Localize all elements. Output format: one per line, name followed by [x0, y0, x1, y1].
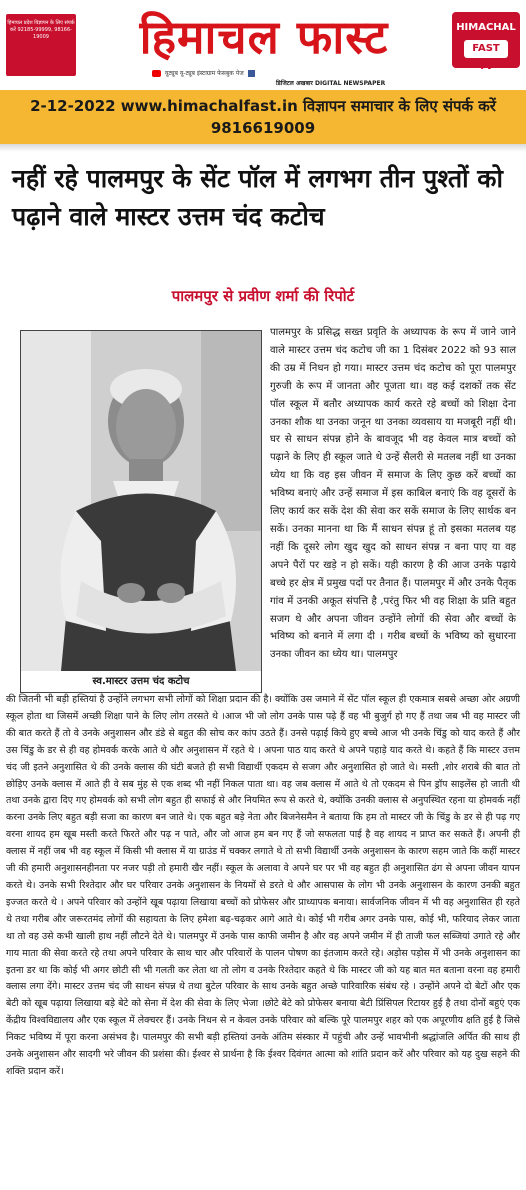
- portrait-photo: [20, 330, 262, 672]
- contact-badge: [6, 14, 76, 76]
- article-headline: नहीं रहे पालमपुर के सेंट पॉल में लगभग तीन पुश्तों को पढ़ाने वाले मास्टर उत्तम चंद कटोच: [12, 164, 503, 231]
- portrait-illustration: [21, 331, 261, 671]
- article-byline: पालमपुर से प्रवीण शर्मा की रिपोर्ट: [171, 287, 355, 305]
- ad-strip: [0, 90, 526, 144]
- brand-logo: हिमाचल फास्ट: [139, 10, 389, 64]
- fast-tv-logo: [452, 12, 520, 72]
- fast-tv-logo-bottom: FAST TV: [464, 40, 508, 58]
- fast-tv-logo-top: HIMACHAL: [456, 22, 516, 33]
- facebook-icon: [248, 70, 255, 77]
- divider: [0, 144, 526, 152]
- social-links: [150, 69, 450, 79]
- contact-badge-text: हिमाचल प्रदेश विज्ञापन के लिए संपर्क करें 92185-99999, 98166-19009: [7, 20, 75, 40]
- masthead: [0, 0, 526, 90]
- social-links-text: यूट्यूब यू-ट्यूब इंस्टाग्राम फेसबुक पेज: [164, 70, 244, 77]
- tagline: डिजिटल अखबार DIGITAL NEWSPAPER: [276, 80, 386, 87]
- photo-caption: स्व.मास्टर उत्तम चंद कटोच: [20, 671, 262, 693]
- ad-phone: 9816619009: [210, 119, 316, 137]
- article-body-column: पालमपुर के प्रसिद्ध सख्त प्रवृति के अध्यापक के रूप में जाने जाने वाले मास्टर उत्तम चंद कटोच जी का 1 दिसंबर 2022 को 93 साल की उम्र में निधन हो गया। मास्टर उत्तम चंद कटोच को पूरा पालमपुर गुरुजी के रूप में जानता और पूजता था। वह कई दशकों तक सेंट पॉल स्कूल में बतौर अध्यापक कार्य करते रहे बच्चों को शिक्षा देना उनका शौक था उनका जनून था उनका व्यवसाय या मजबूरी नहीं थी। घर से साधन संपन्न होने के बावजूद भी वह केवल मात्र बच्चों को पढ़ाने के लिए ही स्कूल जाते थे उन्हें सैलरी से मतलब नहीं था उनका ध्येय था कि वह इस जीवन में समाज के लिए कुछ करें बच्चों का भविष्य बनाएं और उन्हें समाज में इस काबिल बनाएं कि वह दूसरों के लिए कार्य कर सकें देश की सेवा कर सकें समाज के लिए सार्थक बन सकें। उनका मानना था कि मैं साधन संपन्न हूं तो इसका मतलब यह नहीं कि दूसरे लोग खुद खुद को साधन संपन्न न बना पाए या वह अपने पैरों पर खड़े न हो सकें। यही कारण है की आज उनके पढ़ाये बच्चे हर क्षेत्र में प्रमुख पदों पर तैनात हैं। पालमपुर में और उनके पैतृक गांव में उनकी अकूत संपत्ति है ,परंतु फिर भी वह शिक्षा के प्रति बहुत सजग थे और अपना जीवन उन्होंने लोगों की सेवा और बच्चों के भविष्य को बनाने में लगा दी । गरीब बच्चों के भविष्य को सुधारना उनका जीवन का ध्येय था। पालमपुर: [270, 327, 516, 661]
- ad-line-1: 2-12-2022 www.himachalfast.in विज्ञापन समाचार के लिए संपर्क करें: [30, 97, 496, 115]
- article-body-full: की जितनी भी बड़ी हस्तियां है उन्होंने लगभग सभी लोगों को शिक्षा प्रदान की है। क्योंकि उस जमाने में सेंट पॉल स्कूल ही एकमात्र सबसे अच्छा ओर अग्रणी स्कूल होता था जिसमें अच्छी शिक्षा पाने के लिए लोग तरसते थे ।आज भी जो लोग उनके पास पढ़े हैं वह भी बुजुर्ग हो गए हैं तथा जब भी वह मास्टर जी की बात करते हैं तो वे उनके अनुशासन और डंडे से बहुत की सोच कर कांप उठते हैं। उनसे पढ़ाई किये हुए बच्चे आज भी उनके चिंडु को याद करते हैं और उस चिंडु के डर से ही वह होमवर्क करके आते थे और अनुशासन में रहते थे । अपना पाठ याद करते थे अपने पहाड़े याद करते थे। कहते हैं कि मास्टर उत्तम चंद जी इतने अनुशासित थे की उनके क्लास की घंटी बजते ही सभी विद्यार्थी एकदम से सजग और अनुशासित हो जाते थे। मस्ती ,शोर शराबे की बात तो छोड़िए उनके क्लास में आते ही वे सब मुंह से एक शब्द भी नहीं निकल पाता था। वह जब क्लास में आते थे तो एकदम से पिन ड्रॉप साइलेंस हो जाती थी तथा उनके द्वारा दिए गए होमवर्क को सभी लोग बहुत ही सफाई से और नियमित रूप से करते थे, क्योंकि उनकी क्लास से अनुपस्थित रहना या होमवर्क नहीं करना उनके लिए बहुत बड़ी सजा का कारण बन जाते थे। एक बहुत बड़े नेता और बिजनेसमैन ने बताया कि हम तो मास्टर जी के चिंडु के डर से ही पढ़ गए वरना शायद हम खूब मस्ती करते फिरते और पढ़ न पाते, और जो आज हम बन गए हैं जो सफलता पाई है वह शायद न प्राप्त कर सकते हैं। अपनी ही क्लास में नहीं जब भी वह स्कूल में किसी भी क्लास में या ग्राउंड में चक्कर लगाते थे तो सभी विद्यार्थी उनके अनुशासन के कारण सहम जाते कि कहीं मास्टर जी की हमारी अनुशासनहीनता पर नजर पड़ी तो हमारी खैर नहीं। स्कूल के अलावा वे अपने घर पर भी वह बहुत ही अनुशासित ढंग से अपना जीवन यापन करते थे। उनके सभी रिश्तेदार और घर परिवार उनके अनुशासन के नियमों से डरते थे और आसपास के लोग भी उनके अनुशासन के कारण उनकी बहुत इज्जत करते थे । अपने परिवार को उन्होंने खूब पढ़ाया लिखाया बच्चों को प्रोफेसर और प्राध्यापक बनाया। सार्वजनिक जीवन में भी वह अनुशासित ही रहते थे तथा गरीब और जरूरतमंद लोगों की सहायता के लिए हमेशा बढ़-चढ़कर आगे आते थे। कोई भी गरीब अगर उनके पास, कोई भी, फरियाद लेकर जाता था तो वह उसे कभी खाली हाथ नहीं लौटने देते थे। पालमपुर में उनके पास काफी जमीन है और वह अपने जमीन में ही ताजी फल सब्जियां उगाते रहे और गाय माता की सेवा करते रहे तथा अपने परिवार के साथ चार और परिवारों के पालन पोषण का इंतजाम करते रहे। अड़ोस पड़ोस में भी उनके अनुशासन का इतना डर था कि कोई भी अगर छोटी सी भी गलती कर लेता था तो लोग व उनके रिश्तेदार कहते थे कि मास्टर जी को यह बात मत बताना वरना वह हमारी क्लास लगा देंगे। मास्टर उत्तम चंद जी साधन संपन्न थे तथा बुटेल परिवार के साथ उनके बहुत अच्छे पारिवारिक संबंध रहे । उन्होंने अपने दो बेटों और एक बेटी को खूब पढ़ाया लिखाया बड़े बेटे को सेना में देश की सेवा के लिए भेजा ।छोटे बेटे को प्रोफेसर बनाया बेटी प्रिंसिपल रिटायर हुई है तथा दोनों बहुएं एक केंद्रीय विश्वविद्यालय और एक स्कूल में लेक्चरर हैं। उनके निधन से न केवल उनके परिवार को बल्कि पूरे पालमपुर शहर को एक अपूरणीय क्षति हुई है जिसे निकट भविष्य में पूरा करना असंभव है। पालमपुर की सभी बड़ी हस्तियां उनके अंतिम संस्कार में पहुंची और उन्हें भावभीनी श्रद्धांजलि अर्पित की साथ ही उनके अनुशासन और सादगी भरे जीवन की प्रशंसा की। ईश्वर से प्रार्थना है कि ईश्वर दिवंगत आत्मा को शांति प्रदान करें और परिवार को यह दुख सहने की शक्ति प्रदान करें।: [6, 694, 520, 1077]
- youtube-icon: [152, 70, 161, 77]
